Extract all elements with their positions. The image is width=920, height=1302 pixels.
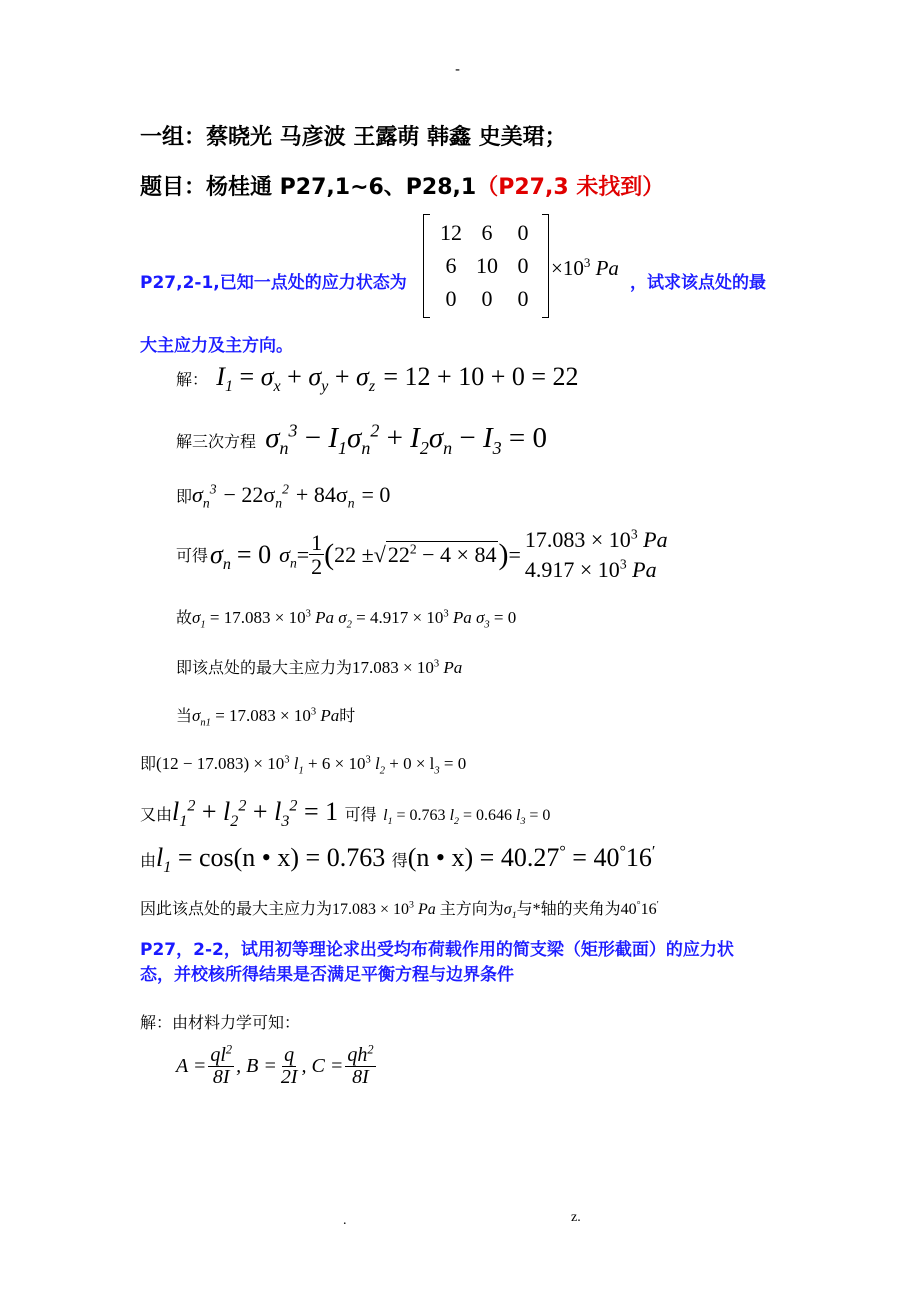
solution1-line6: 即该点处的最大主应力为$17.083 \times 10^3$ Pa (176, 658, 463, 677)
page-title (140, 170, 664, 201)
sigma1-value: = 17.083 × 10 (209, 608, 306, 627)
coef-b-num: q (284, 1044, 295, 1066)
solution1-line4: 可得 $\sigma_n$ = 0 $\sigma_n$ = $\frac{1}{2}$ ( 22 ± √ $22^2 - 4 \times 84$ ) = $17.083 \times 10^3$ Pa $4.917 \times 10^3$ Pa (176, 525, 668, 584)
matrix-factor (551, 256, 619, 281)
coef-b-lhs: , B = (236, 1055, 277, 1077)
matrix-table (433, 216, 541, 315)
conclusion-value: 17.083 × 10 (332, 901, 410, 918)
problem2-line1: P27，2-2，试用初等理论求出受均布荷载作用的简支梁（矩形截面）的应力状 (140, 940, 734, 960)
title-prefix: 题目：杨桂通 P27,1~6、P28,1 (140, 175, 477, 200)
problem1-prompt-tail: ，试求该点处的最 (630, 273, 766, 293)
sqrt-base: 22 (387, 542, 410, 568)
root-zero: = 0 (236, 539, 272, 569)
line3-term: − 22σ (223, 482, 276, 507)
coef-a-den: 8I (212, 1066, 230, 1088)
solution1-line11: 因此该点处的最大主应力为$17.083 \times 10^3$ Pa 主方向为$\sigma_1$与*轴的夹角为40°16′ (140, 899, 659, 922)
line3-label: 即 (176, 489, 193, 506)
conclusion-min: 16 (640, 901, 657, 918)
line7-tail: 时 (339, 708, 356, 725)
unit-1: Pa (643, 527, 668, 552)
matrix-cell: 12 (440, 219, 462, 245)
solution1-label: 解： (176, 372, 209, 389)
matrix-cell: 6 (481, 219, 493, 245)
header-mark: - (455, 62, 461, 78)
solution1-line9: 又由$l_1^2 + l_2^2 + l_3^2 = 1$ 可得 $l_1 = 0.763$ $l_2 = 0.646$ $l_3 = 0$ (140, 797, 551, 831)
matrix-exponent: 3 (583, 255, 591, 270)
line8-end: + 0 × l (389, 754, 435, 773)
angle-decimal: (n • x) = 40.27 (407, 843, 560, 872)
root-values: $17.083 \times 10^3$ Pa $4.917 \times 10^3$ Pa (524, 526, 668, 582)
coef-b-den: 2I (280, 1066, 298, 1088)
coef-a-lhs: A = (176, 1055, 207, 1077)
coef-c-den: 8I (352, 1066, 369, 1088)
solution1-line3: 即$\sigma_n^3 - 22\sigma_n^2 + 84\sigma_n = 0$ (176, 481, 391, 511)
max-stress-value: 17.083 × 10 (352, 658, 434, 677)
matrix-unit: Pa (595, 256, 619, 280)
line5-label: 故 (176, 610, 193, 627)
conclusion-text: 因此该点处的最大主应力为 (140, 901, 333, 918)
cubic-equation-label: 解三次方程 (176, 434, 257, 451)
coef-a-num: ql (210, 1044, 226, 1066)
line10-label: 由 (140, 853, 157, 870)
first-invariant-value: = 12 + 10 + 0 = 22 (383, 362, 579, 391)
sqrt-tail: − 4 × 84 (422, 542, 497, 568)
footer-right-mark: z. (571, 1210, 581, 1225)
half-num: 1 (311, 530, 323, 556)
line9-mid: 可得 (344, 807, 377, 824)
line8-mid: + 6 × 10 (308, 754, 366, 773)
unit-2: Pa (632, 556, 657, 582)
solution1-line2: 解三次方程 $\sigma_n^3 - I_1\sigma_n^2 + I_2\sigma_n - I_3 = 0$ (176, 420, 547, 458)
solution1-line10: 由$l_1 = \cos(n$ • x) = 0.763 得(n • x) = 40.27° = 40°16′ (140, 843, 656, 877)
conclusion-mid: 主方向为 (439, 901, 504, 918)
l1-value: = 0.763 (396, 807, 446, 824)
l3-value: = 0 (529, 807, 551, 824)
matrix-cell: 0 (517, 219, 529, 245)
paren-inner: 22 ± (334, 541, 374, 567)
half-fraction (309, 531, 324, 578)
line4-label: 可得 (176, 548, 209, 566)
coef-c-lhs: , C = (301, 1055, 344, 1077)
matrix-cell: 10 (476, 252, 498, 278)
matrix-cell: 6 (445, 252, 457, 278)
line7-label: 当 (176, 708, 193, 725)
solution2-label: 解：由材料力学可知： (140, 1015, 301, 1032)
max-stress-text: 即该点处的最大主应力为 (176, 660, 353, 677)
matrix-cell: 0 (517, 252, 529, 278)
line8-zero: = 0 (443, 754, 467, 773)
solution2-coefficients: A = $\frac{ql^2}{8I}$ , B = $\frac{q}{2I}$ , C = $\frac{qh^2}{8I}$ (176, 1042, 374, 1088)
matrix-right-bracket (542, 214, 549, 318)
solution1-line8: 即$(12 - 17.083) \times 10^3$ $l_1 + 6 \times 10^3$ $l_2 + 0 \times l_3 = 0$ (140, 754, 467, 777)
problem2-line2: 态，并校核所得结果是否满足平衡方程与边界条件 (140, 965, 514, 985)
solution1-line5: 故$\sigma_1 = 17.083 \times 10^3$ Pa $\sigma_2 = 4.917 \times 10^3$ Pa $\sigma_3 = 0$ (176, 608, 517, 631)
cos-equation: = cos(n • x) = 0.763 (177, 843, 386, 872)
angle-min: 16 (625, 843, 652, 872)
title-note: （P27,3 未找到） (476, 175, 665, 200)
matrix-factor-text: ×10 (551, 256, 584, 280)
line9-label: 又由 (140, 807, 173, 824)
group-members-line: 一组：蔡晓光 马彦波 王露萌 韩鑫 史美珺； (140, 125, 567, 150)
problem1-prompt-lead: P27,2-1,已知一点处的应力状态为 (140, 273, 407, 293)
conclusion-tail: 与*轴的夹角为 (516, 901, 621, 918)
line3-end: = 0 (361, 482, 391, 507)
coef-c-num: qh (347, 1044, 368, 1066)
solution1-line1: 解： $I_1 = \sigma_x + \sigma_y + \sigma_z = 12 + 10 + 0 = 22$ (176, 362, 579, 396)
matrix-cell: 0 (445, 285, 457, 311)
sigma3-value: = 0 (493, 608, 517, 627)
problem1-prompt-line2: 大主应力及主方向。 (140, 336, 293, 356)
sigma2-value: = 4.917 × 10 (356, 608, 444, 627)
root-value-1: 17.083 × 10 (524, 527, 631, 552)
matrix-left-bracket (423, 214, 430, 318)
line7-value: = 17.083 × 10 (215, 706, 311, 725)
half-den: 2 (311, 554, 323, 580)
solution1-line7: 当$\sigma_{n1} = 17.083 \times 10^3$ Pa时 (176, 706, 356, 729)
sigma-symbol: σ (210, 539, 223, 569)
line8-label: 即 (140, 756, 157, 773)
stress-matrix (423, 214, 549, 318)
line10-mid: 得 (391, 853, 408, 870)
matrix-cell: 0 (481, 285, 493, 311)
matrix-cell: 0 (517, 285, 529, 311)
conclusion-deg: 40 (620, 901, 637, 918)
angle-deg: = 40 (572, 843, 620, 872)
footer-left-mark: . (343, 1213, 347, 1228)
root-value-2: 4.917 × 10 (524, 556, 620, 582)
l2-value: = 0.646 (462, 807, 512, 824)
line8-eq: (12 − 17.083) × 10 (156, 754, 285, 773)
line3-term2: + 84σ (295, 482, 348, 507)
sqrt-content: $22^2 - 4 \times 84$ (387, 541, 497, 568)
